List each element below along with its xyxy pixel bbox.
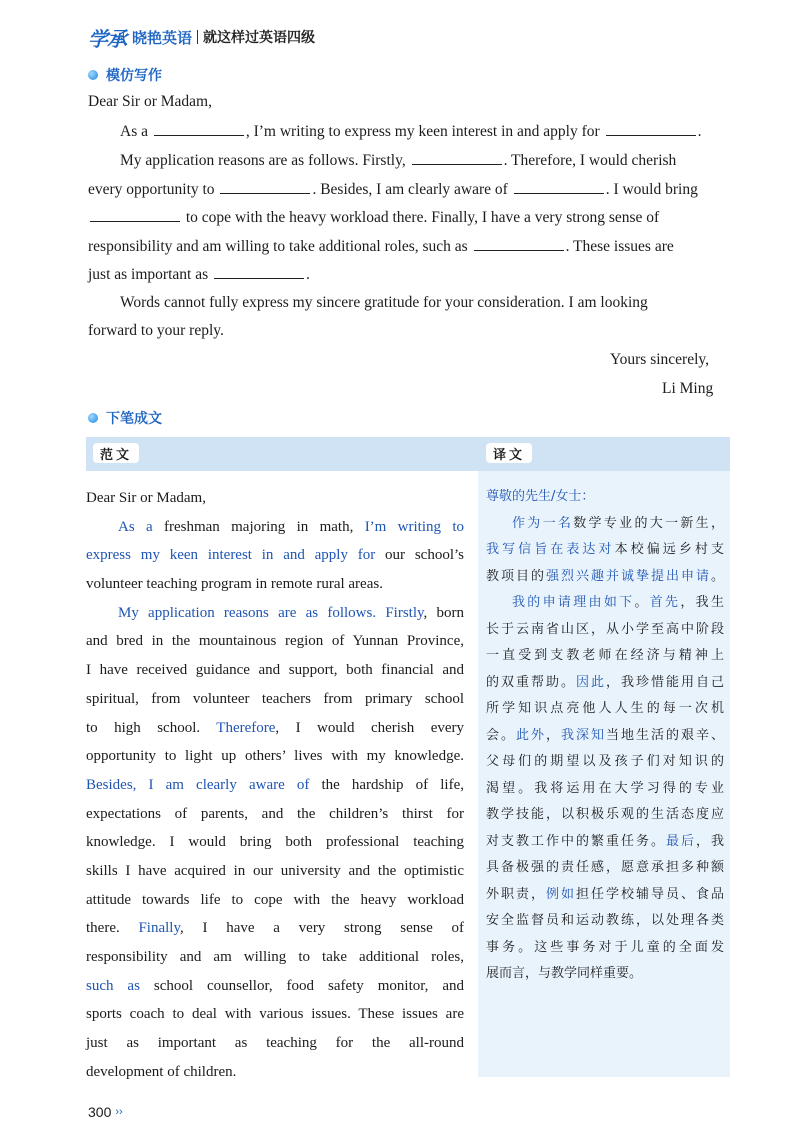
essay-line bbox=[86, 800, 464, 829]
essay-text: attitude towards life to cope with the heavy workload bbox=[86, 891, 464, 908]
essay-text: , I have a very strong sense of bbox=[180, 920, 464, 937]
essay-text: 展而言，与教学同样重要。 bbox=[486, 966, 643, 981]
model-essay-english bbox=[86, 484, 464, 1086]
essay-text: responsibility and am willing to take additional roles, bbox=[86, 949, 464, 965]
essay-text: freshman majoring in math, bbox=[152, 518, 365, 535]
essay-text: 本校偏远乡村支 bbox=[614, 542, 724, 557]
essay-line bbox=[86, 771, 464, 800]
essay-line bbox=[486, 511, 724, 538]
blank-line bbox=[514, 180, 604, 194]
template-text: My application reasons are as follows. Firstly, bbox=[120, 152, 406, 170]
essay-text: the hardship of life, bbox=[309, 776, 464, 793]
key-phrase: 我写信旨在表达对 bbox=[486, 542, 615, 557]
essay-text: 当地生活的艰辛、 bbox=[606, 727, 724, 743]
key-phrase: 最后 bbox=[665, 833, 696, 849]
essay-text: 具备极强的责任感，愿意承担多种额 bbox=[486, 860, 724, 875]
header-divider bbox=[197, 30, 198, 44]
essay-text: development of children. bbox=[86, 1063, 237, 1080]
section-title: 模仿写作 bbox=[106, 68, 162, 84]
essay-line bbox=[486, 564, 724, 591]
essay-text: our school’s bbox=[375, 547, 464, 564]
key-phrase: Therefore bbox=[216, 719, 276, 736]
essay-line bbox=[486, 617, 724, 644]
essay-line bbox=[486, 537, 724, 564]
essay-text: ，我生 bbox=[680, 595, 724, 610]
essay-line bbox=[486, 829, 724, 856]
essay-text: 数学专业的大一新生， bbox=[573, 515, 724, 531]
bullet-dot-icon bbox=[88, 70, 98, 80]
essay-line bbox=[486, 484, 724, 511]
essay-text: 事务。这些事务对于儿童的全面发 bbox=[486, 939, 724, 955]
template-line-1 bbox=[120, 122, 701, 141]
bullet-dot-icon bbox=[88, 413, 98, 423]
template-text: As a bbox=[120, 123, 148, 141]
tab-translation: 译文 bbox=[486, 443, 532, 463]
essay-line bbox=[486, 723, 724, 750]
blank-line bbox=[474, 237, 564, 251]
section-heading-writing bbox=[88, 408, 162, 428]
essay-text: ， bbox=[546, 727, 561, 743]
essay-line bbox=[86, 1058, 464, 1087]
essay-line bbox=[486, 590, 724, 617]
blank-line bbox=[214, 265, 304, 279]
essay-text: 。 bbox=[634, 595, 650, 610]
essay-line bbox=[486, 935, 724, 962]
key-phrase: such as bbox=[86, 977, 140, 994]
template-text: . bbox=[697, 123, 702, 141]
essay-text: volunteer teaching program in remote rural areas. bbox=[86, 576, 383, 593]
template-line-7: Words cannot fully express my sincere gratitude for your consideration. I am looking bbox=[120, 294, 648, 311]
essay-line bbox=[86, 943, 464, 972]
essay-line bbox=[86, 627, 464, 656]
template-closing: Yours sincerely, bbox=[610, 351, 710, 368]
key-phrase: Finally bbox=[138, 920, 180, 937]
essay-line bbox=[486, 749, 724, 776]
page-footer bbox=[88, 1104, 123, 1120]
translation-chinese bbox=[486, 484, 724, 988]
essay-text: spiritual, from volunteer teachers from primary school bbox=[86, 690, 464, 707]
template-text: to cope with the heavy workload there. Finally, I have a very strong sense of bbox=[185, 209, 660, 227]
key-phrase: 我的申请理由如下 bbox=[512, 595, 635, 610]
essay-line bbox=[86, 656, 464, 685]
key-phrase: My application reasons are as follows. Firstly bbox=[118, 604, 424, 621]
essay-line bbox=[486, 670, 724, 697]
key-phrase: 例如 bbox=[546, 886, 576, 902]
essay-text: 教学技能，以积极乐观的生活态度应 bbox=[486, 807, 724, 822]
essay-line bbox=[86, 1029, 464, 1058]
essay-text: 会。 bbox=[486, 727, 516, 743]
brand-name: 晓艳英语 bbox=[132, 28, 193, 47]
essay-text: 所学知识点亮他人人生的每一次机 bbox=[486, 701, 724, 716]
blank-line bbox=[154, 122, 244, 136]
essay-text: there. bbox=[86, 920, 139, 937]
essay-text: 对支教工作中的繁重任务。 bbox=[486, 833, 666, 849]
essay-text: 长于云南省山区，从小学至高中阶段 bbox=[486, 621, 724, 637]
next-arrow-icon: ›› bbox=[115, 1106, 123, 1118]
essay-line bbox=[86, 541, 464, 570]
essay-text: 外职责， bbox=[486, 886, 546, 902]
template-signature: Li Ming bbox=[662, 380, 714, 397]
essay-line bbox=[86, 857, 464, 886]
key-phrase: 首先 bbox=[649, 595, 681, 610]
essay-line bbox=[86, 828, 464, 857]
essay-text: 担任学校辅导员、食品 bbox=[576, 886, 724, 902]
template-line-4 bbox=[88, 208, 659, 227]
essay-text: school counsellor, food safety monitor, and bbox=[139, 977, 464, 994]
section-heading-imitation bbox=[88, 65, 162, 85]
essay-text: and bred in the mountainous region of Yunnan Province, bbox=[86, 633, 464, 650]
essay-line bbox=[486, 855, 724, 882]
key-phrase: 此外 bbox=[516, 727, 546, 743]
blank-line bbox=[412, 151, 502, 165]
essay-line bbox=[486, 696, 724, 723]
essay-line bbox=[486, 908, 724, 935]
essay-text: 一直受到支教老师在经济与精神上 bbox=[486, 648, 724, 663]
essay-line bbox=[86, 742, 464, 771]
essay-text: 。 bbox=[710, 568, 724, 584]
template-text: responsibility and am willing to take additional roles, such as bbox=[88, 238, 468, 256]
essay-text: 教项目的 bbox=[486, 568, 546, 584]
essay-text: sports coach to deal with various issues. These issues are bbox=[86, 1006, 464, 1023]
essay-line bbox=[86, 513, 464, 542]
essay-line bbox=[86, 599, 464, 628]
essay-line bbox=[86, 1000, 464, 1029]
essay-line bbox=[86, 914, 464, 943]
template-line-8: forward to your reply. bbox=[88, 322, 224, 339]
essay-text: I have received guidance and support, both financial and bbox=[86, 662, 464, 679]
key-phrase: As a bbox=[118, 518, 153, 535]
page-number: 300 bbox=[88, 1104, 112, 1120]
template-text: , I’m writing to express my keen interest in and apply for bbox=[245, 123, 600, 141]
template-text: . I would bring bbox=[605, 181, 698, 199]
essay-line bbox=[486, 961, 724, 988]
essay-line bbox=[486, 882, 724, 909]
essay-text: , born bbox=[423, 604, 464, 621]
template-text: . Besides, I am clearly aware of bbox=[312, 181, 508, 199]
key-phrase: 作为一名 bbox=[512, 515, 574, 531]
page-header bbox=[88, 22, 315, 52]
essay-text: Dear Sir or Madam, bbox=[86, 490, 206, 506]
key-phrase: 我深知 bbox=[561, 727, 606, 743]
essay-text: knowledge. I would bring both professional teaching bbox=[86, 834, 464, 851]
template-salutation: Dear Sir or Madam, bbox=[88, 93, 212, 110]
essay-line bbox=[486, 776, 724, 803]
essay-line bbox=[486, 802, 724, 829]
essay-text: to high school. bbox=[86, 719, 217, 736]
book-tagline: 就这样过英语四级 bbox=[203, 30, 316, 46]
essay-line bbox=[86, 685, 464, 714]
essay-line bbox=[86, 886, 464, 915]
essay-line bbox=[86, 484, 464, 513]
essay-text: expectations of parents, and the children’s thirst for bbox=[86, 805, 464, 822]
key-phrase: 因此 bbox=[575, 674, 606, 690]
essay-line bbox=[86, 972, 464, 1001]
essay-line bbox=[86, 714, 464, 743]
brand-logo: 学承 bbox=[88, 26, 126, 51]
essay-text: 的双重帮助。 bbox=[486, 674, 576, 690]
blank-line bbox=[220, 180, 310, 194]
key-phrase: I’m writing to bbox=[364, 518, 464, 535]
essay-text: 安全监督员和运动教练，以处理各类 bbox=[486, 913, 724, 928]
key-phrase: 强烈兴趣并诚挚提出申请 bbox=[546, 568, 711, 584]
essay-text: opportunity to light up others’ lives with my knowledge. bbox=[86, 748, 464, 765]
essay-text: , I would cherish every bbox=[275, 719, 465, 736]
template-text: . Therefore, I would cherish bbox=[503, 152, 677, 170]
template-text: just as important as bbox=[88, 266, 209, 284]
template-line-2 bbox=[120, 151, 676, 170]
template-text: . These issues are bbox=[565, 238, 674, 256]
essay-text: ，我珍惜能用自己 bbox=[605, 674, 724, 690]
essay-tab-bar bbox=[86, 437, 730, 471]
essay-line bbox=[86, 570, 464, 599]
template-line-6 bbox=[88, 265, 310, 284]
template-text: every opportunity to bbox=[88, 181, 215, 199]
tab-model-essay: 范文 bbox=[93, 443, 139, 463]
key-phrase: Besides, I am clearly aware of bbox=[86, 776, 310, 793]
essay-text: 渴望。我将运用在大学习得的专业 bbox=[486, 780, 724, 796]
essay-text: just as important as teaching for the all-round bbox=[86, 1035, 464, 1052]
essay-text: skills I have acquired in our university and the optimistic bbox=[86, 862, 464, 879]
essay-text: ，我 bbox=[695, 833, 724, 849]
template-line-3 bbox=[88, 180, 698, 199]
blank-line bbox=[90, 208, 180, 222]
essay-text: 父母们的期望以及孩子们对知识的 bbox=[486, 754, 724, 769]
essay-line bbox=[486, 643, 724, 670]
template-line-5 bbox=[88, 237, 674, 256]
key-phrase: 尊敬的先生/女士： bbox=[486, 489, 595, 504]
section-title: 下笔成文 bbox=[106, 411, 162, 427]
blank-line bbox=[606, 122, 696, 136]
key-phrase: express my keen interest in and apply for bbox=[86, 547, 376, 564]
template-text: . bbox=[306, 266, 310, 284]
